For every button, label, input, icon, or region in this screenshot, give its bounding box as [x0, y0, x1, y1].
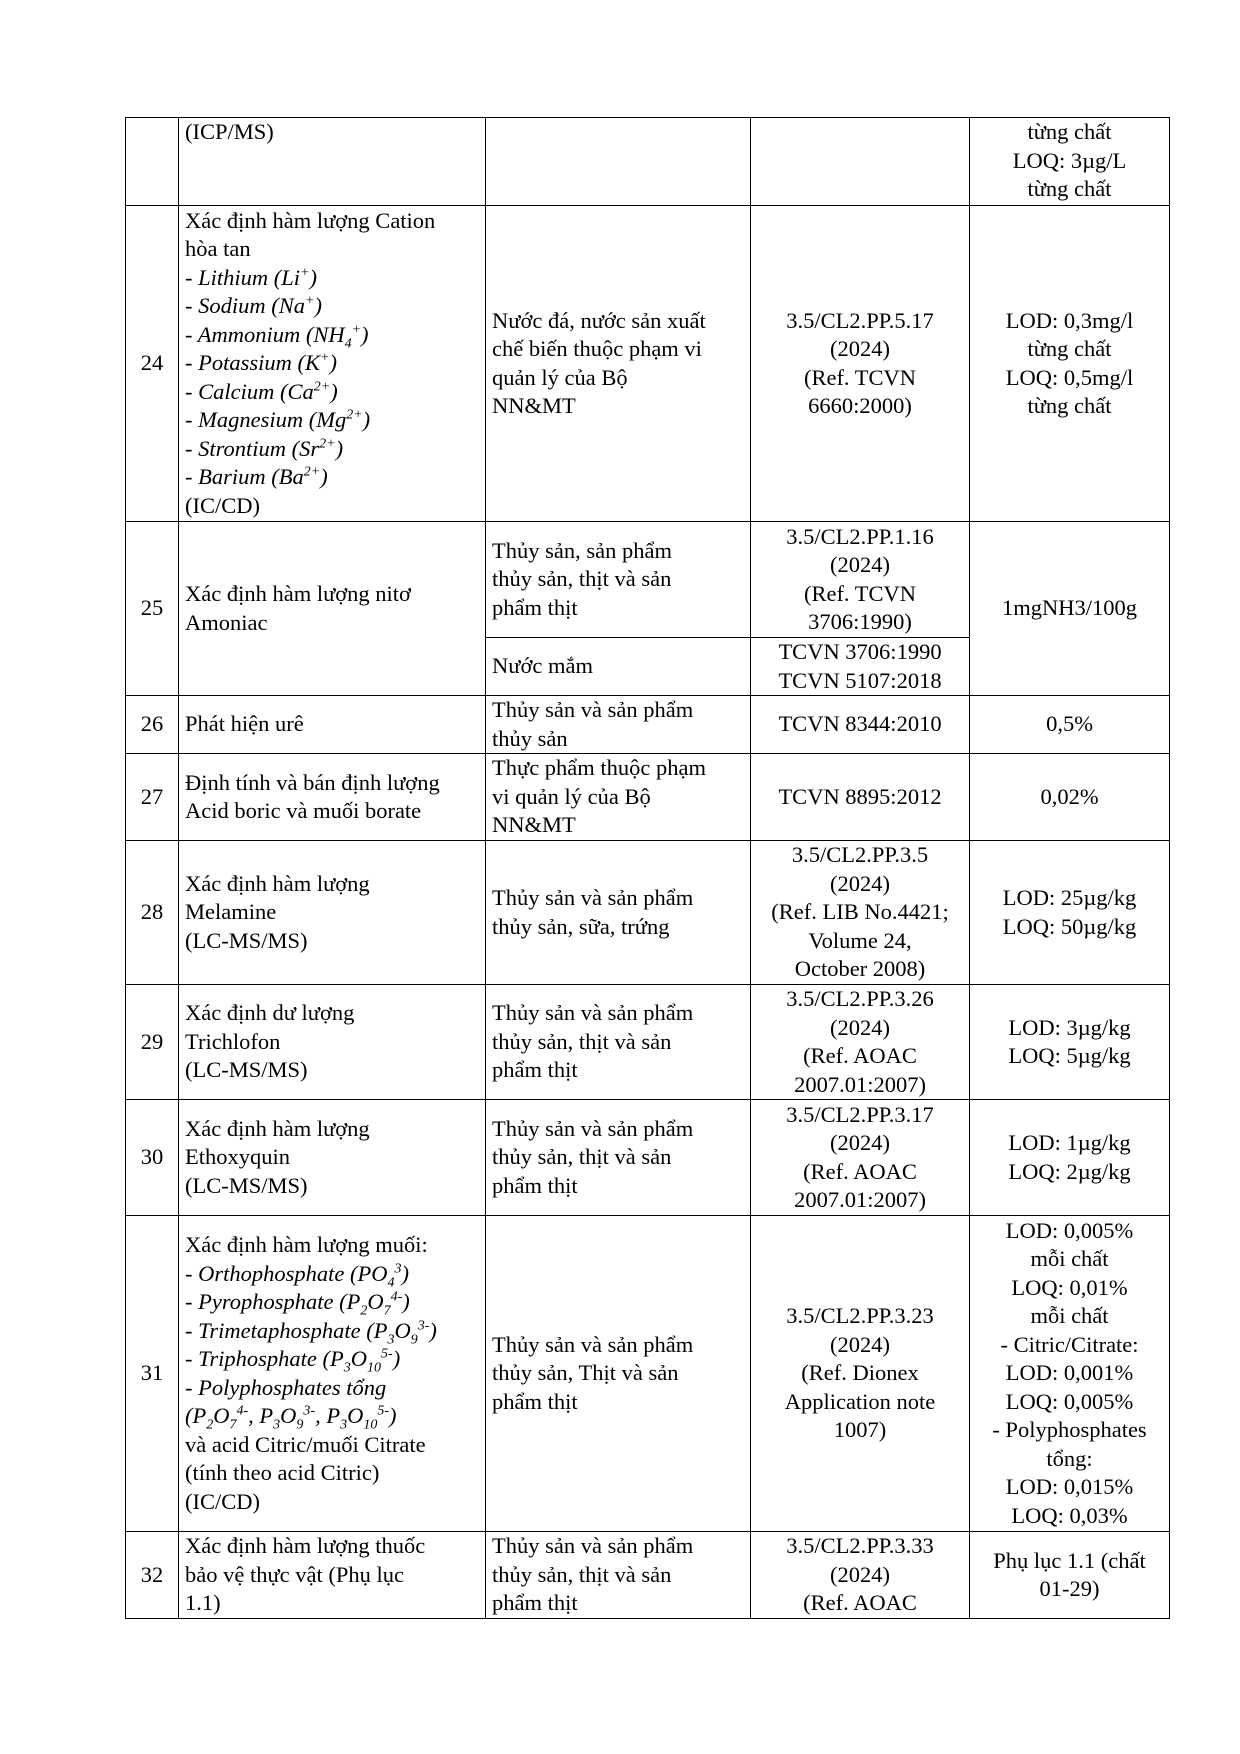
- limit-cell: LOD: 3µg/kg LOQ: 5µg/kg: [970, 985, 1170, 1100]
- analyte-cell: Phát hiện urê: [179, 696, 486, 754]
- table-row-30: [126, 1100, 1170, 1216]
- analyte-cell: Xác định hàm lượng thuốc bảo vệ thực vật (Phụ lục 1.1): [179, 1532, 486, 1619]
- salt-item: - Pyrophosphate $(P_2O_7^{4-})$: [185, 1289, 410, 1319]
- table-row-25: [126, 522, 1170, 638]
- method-cell: 3.5/CL2.PP.3.23 (2024) (Ref. Dionex Application note 1007): [751, 1216, 970, 1532]
- analyte-cell: Xác định hàm lượng nitơ Amoniac: [179, 522, 486, 696]
- matrix-cell: Nước mắm: [486, 638, 751, 696]
- ion-item: - Calcium $(Ca^{2+})$: [185, 378, 338, 404]
- method-cell: 3.5/CL2.PP.3.5 (2024) (Ref. LIB No.4421; Volume 24, October 2008): [751, 841, 970, 985]
- salt-item: - Orthophosphate $(PO_4^3)$: [185, 1260, 409, 1290]
- table-row-31: [126, 1216, 1170, 1532]
- ion-item: - Ammonium $(NH_4^+)$: [185, 321, 369, 352]
- row-number: 24: [126, 206, 179, 522]
- matrix-cell: Thủy sản và sản phẩm thủy sản, sữa, trứng: [486, 841, 751, 985]
- method-cell: [751, 118, 970, 206]
- analyte-cell: Xác định hàm lượng Melamine (LC-MS/MS): [179, 841, 486, 985]
- matrix-cell: [486, 118, 751, 206]
- limit-cell: LOD: 0,005% mỗi chất LOQ: 0,01% mỗi chất - Citric/Citrate: LOD: 0,001% LOQ: 0,005% - Polyphosphates tổng: LOD: 0,015% LOQ: 0,03%: [970, 1216, 1170, 1532]
- row-number: 30: [126, 1100, 179, 1216]
- limit-cell: LOD: 1µg/kg LOQ: 2µg/kg: [970, 1100, 1170, 1216]
- analyte-cell: Xác định hàm lượng Ethoxyquin (LC-MS/MS): [179, 1100, 486, 1216]
- method-cell: TCVN 8895:2012: [751, 754, 970, 841]
- limit-cell: 0,02%: [970, 754, 1170, 841]
- limit-cell: 0,5%: [970, 696, 1170, 754]
- table-row-29: [126, 985, 1170, 1100]
- analyte-cell: (ICP/MS): [179, 118, 486, 206]
- ion-item: - Magnesium $(Mg^{2+})$: [185, 407, 371, 433]
- matrix-cell: Thủy sản, sản phẩm thủy sản, thịt và sản phẩm thịt: [486, 522, 751, 638]
- matrix-cell: Thực phẩm thuộc phạm vi quản lý của Bộ NN&MT: [486, 754, 751, 841]
- row-number: 32: [126, 1532, 179, 1619]
- analyte-cell: Xác định hàm lượng muối: - Orthophosphate $(PO_4^3)$ - Pyrophosphate $(P_2O_7^{4-})$ - Trimetaphosphate $(P_3O_9^{3-})$ - Triphosphate $(P_3O_{10}^{5-})$ - Polyphosphates tổng ($P_2O_7^{4-}$, $P_3O_9^{3-}$, $P_3O_{10}^{5-}$) và acid Citric/muối Citrate (tính theo acid Citric) (IC/CD): [179, 1216, 486, 1532]
- ion-item: - Lithium (Li+): [185, 264, 317, 290]
- table-row-26: [126, 696, 1170, 754]
- salt-item: - Trimetaphosphate $(P_3O_9^{3-})$: [185, 1317, 437, 1347]
- row-number: 31: [126, 1216, 179, 1532]
- method-cell: 3.5/CL2.PP.3.17 (2024) (Ref. AOAC 2007.01:2007): [751, 1100, 970, 1216]
- method-cell: 3.5/CL2.PP.3.33 (2024) (Ref. AOAC: [751, 1532, 970, 1619]
- table-row-28: [126, 841, 1170, 985]
- matrix-cell: Nước đá, nước sản xuất chế biến thuộc phạm vi quản lý của Bộ NN&MT: [486, 206, 751, 522]
- salt-item: - Triphosphate $(P_3O_{10}^{5-})$: [185, 1346, 401, 1376]
- salt-item: - Polyphosphates tổng: [185, 1374, 387, 1400]
- method-cell: TCVN 8344:2010: [751, 696, 970, 754]
- analyte-cell: Xác định dư lượng Trichlofon (LC-MS/MS): [179, 985, 486, 1100]
- salt-formula: ($P_2O_7^{4-}$, $P_3O_9^{3-}$, $P_3O_{10}^{5-}$): [185, 1403, 397, 1433]
- analyte-cell: Xác định hàm lượng Cation hòa tan - Lithium (Li+) - Sodium (Na+) - Ammonium $(NH_4^+)$ - Potassium (K+) - Calcium $(Ca^{2+})$ - Magnesium $(Mg^{2+})$ - Strontium $(Sr^{2+})$ - Barium $(Ba^{2+})$ (IC/CD): [179, 206, 486, 522]
- row-number: 27: [126, 754, 179, 841]
- methods-table: [125, 117, 1170, 1619]
- limit-cell: từng chất LOQ: 3µg/L từng chất: [970, 118, 1170, 206]
- limit-cell: LOD: 25µg/kg LOQ: 50µg/kg: [970, 841, 1170, 985]
- row-number: [126, 118, 179, 206]
- row-number: 26: [126, 696, 179, 754]
- row-number: 28: [126, 841, 179, 985]
- table-row-23: [126, 118, 1170, 206]
- ion-item: - Sodium (Na+): [185, 293, 322, 319]
- limit-cell: LOD: 0,3mg/l từng chất LOQ: 0,5mg/l từng chất: [970, 206, 1170, 522]
- matrix-cell: Thủy sản và sản phẩm thủy sản, thịt và sản phẩm thịt: [486, 1532, 751, 1619]
- row-number: 29: [126, 985, 179, 1100]
- ion-item: - Potassium (K+): [185, 350, 337, 376]
- matrix-cell: Thủy sản và sản phẩm thủy sản: [486, 696, 751, 754]
- matrix-cell: Thủy sản và sản phẩm thủy sản, thịt và sản phẩm thịt: [486, 1100, 751, 1216]
- ion-item: - Barium $(Ba^{2+})$: [185, 464, 328, 490]
- ion-item: - Strontium $(Sr^{2+})$: [185, 435, 344, 461]
- analyte-cell: Định tính và bán định lượng Acid boric và muối borate: [179, 754, 486, 841]
- table-row-24: [126, 206, 1170, 522]
- limit-cell: 1mgNH3/100g: [970, 522, 1170, 696]
- row-number: 25: [126, 522, 179, 696]
- method-cell: 3.5/CL2.PP.3.26 (2024) (Ref. AOAC 2007.01:2007): [751, 985, 970, 1100]
- table-row-27: [126, 754, 1170, 841]
- method-cell: TCVN 3706:1990 TCVN 5107:2018: [751, 638, 970, 696]
- matrix-cell: Thủy sản và sản phẩm thủy sản, Thịt và sản phẩm thịt: [486, 1216, 751, 1532]
- table-row-32: [126, 1532, 1170, 1619]
- method-cell: 3.5/CL2.PP.1.16 (2024) (Ref. TCVN 3706:1990): [751, 522, 970, 638]
- limit-cell: Phụ lục 1.1 (chất 01-29): [970, 1532, 1170, 1619]
- matrix-cell: Thủy sản và sản phẩm thủy sản, thịt và sản phẩm thịt: [486, 985, 751, 1100]
- method-cell: 3.5/CL2.PP.5.17 (2024) (Ref. TCVN 6660:2000): [751, 206, 970, 522]
